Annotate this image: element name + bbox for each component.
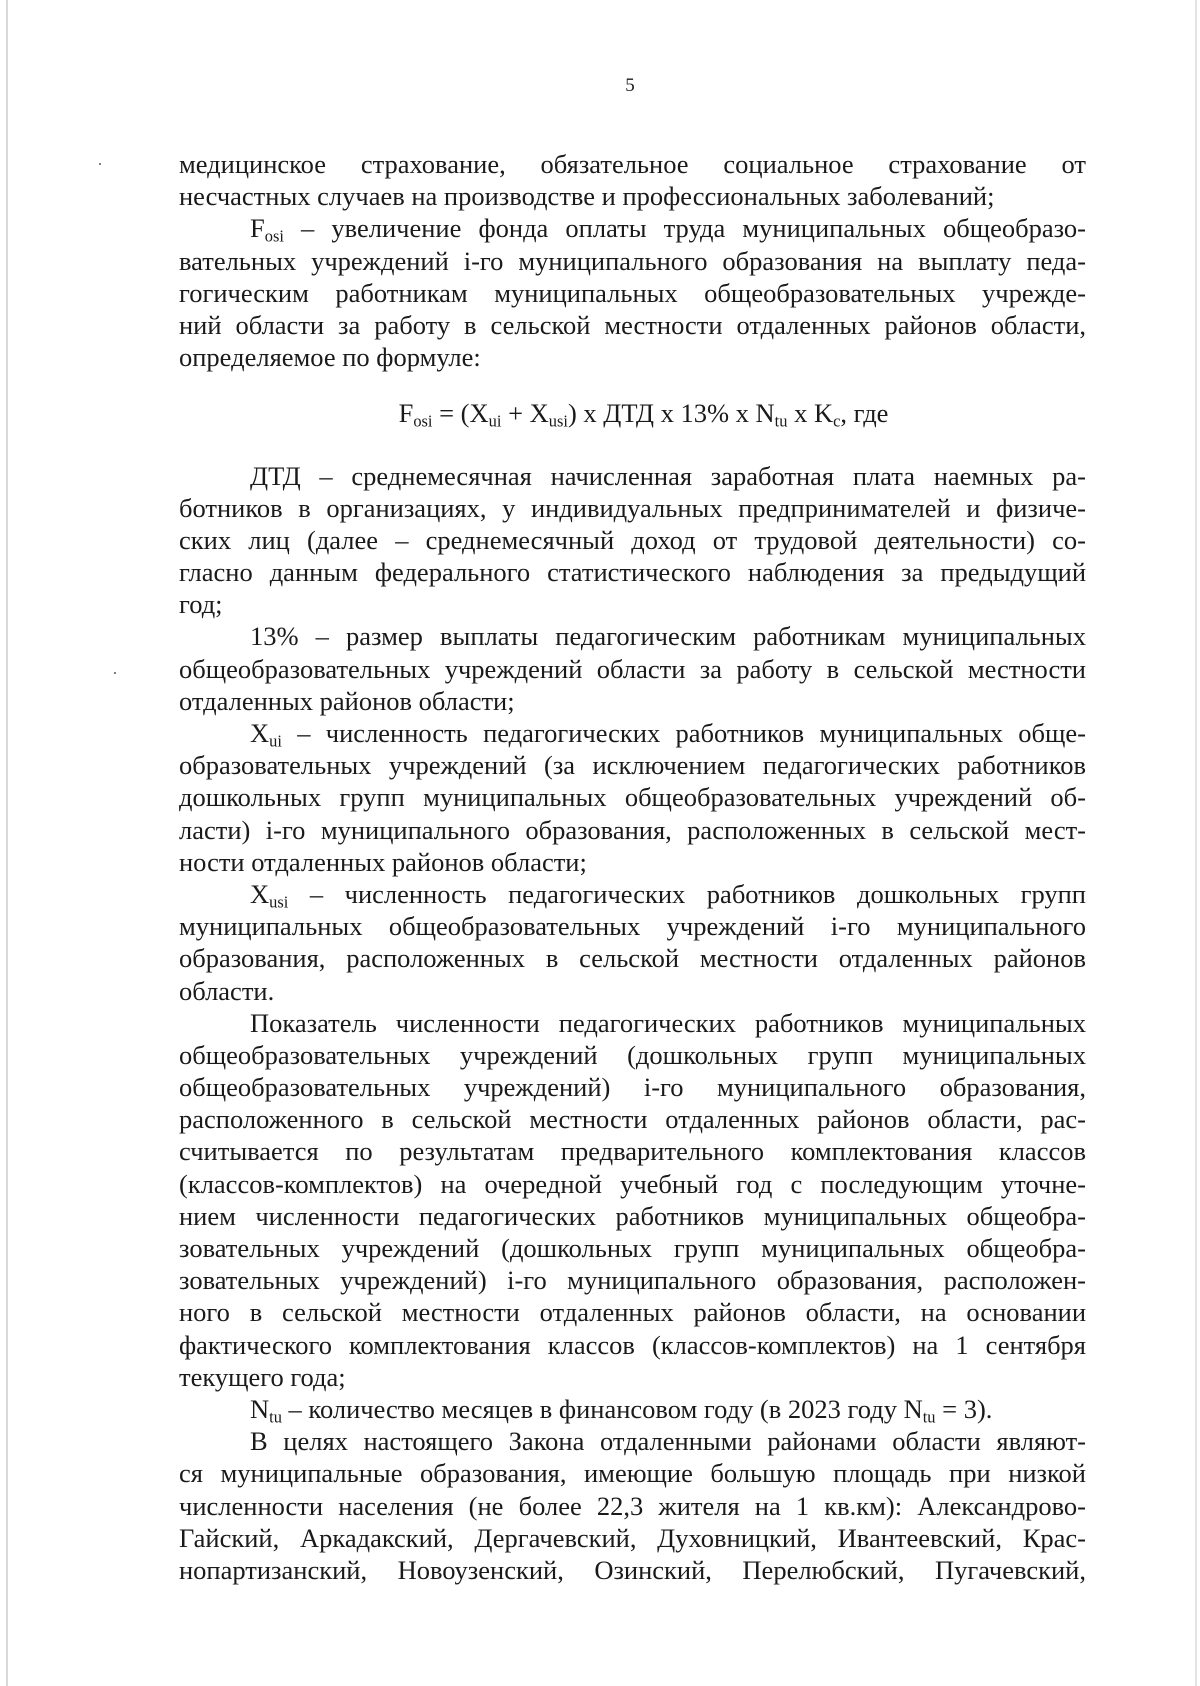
scan-edge-right	[1195, 0, 1197, 1686]
page-number: 5	[625, 75, 635, 96]
text-line	[179, 148, 1086, 180]
paragraph-group-1	[179, 148, 1086, 373]
text-line	[179, 1361, 1086, 1393]
text-run: x K	[787, 398, 834, 429]
text-line	[179, 1329, 1086, 1361]
text-line	[179, 814, 1086, 846]
text-run: области.	[179, 975, 275, 1006]
text-run: несчастных случаев на производстве и профессиональных заболеваний;	[179, 181, 995, 212]
text-run: текущего года;	[179, 1361, 346, 1392]
text-run: Гайский, Аркадакский, Дергачевский, Духовницкий, Ивантеевский, Крас-	[179, 1522, 1086, 1553]
text-run: = 3).	[935, 1393, 993, 1424]
text-run: F	[250, 213, 265, 244]
text-line	[179, 1264, 1086, 1296]
subscript: ui	[269, 731, 282, 751]
subscript: usi	[269, 892, 289, 912]
text-line	[179, 1200, 1086, 1232]
text-line	[179, 1490, 1086, 1522]
text-line	[179, 1425, 1086, 1457]
text-line	[179, 1103, 1086, 1135]
text-run: общеобразовательных учреждений) i-го муниципального образования,	[179, 1072, 1086, 1103]
text-run: общеобразовательных учреждений (дошкольных групп муниципальных	[179, 1039, 1086, 1070]
text-line	[179, 245, 1086, 277]
text-run: – численность педагогических работников муниципальных обще-	[281, 718, 1086, 748]
text-run: нопартизанский, Новоузенский, Озинский, Перелюбский, Пугачевский,	[179, 1554, 1086, 1585]
text-run: ДТД – среднемесячная начисленная заработная плата наемных ра-	[250, 460, 1086, 491]
text-run: считывается по результатам предварительного комплектования классов	[179, 1136, 1086, 1167]
text-line	[179, 277, 1086, 309]
text-run: образования, расположенных в сельской местности отдаленных районов	[179, 943, 1086, 974]
paragraph-group-2	[179, 460, 1086, 1587]
text-line	[179, 910, 1086, 942]
subscript: osi	[264, 226, 284, 246]
text-line	[179, 749, 1086, 781]
text-run: ний области за работу в сельской местности отдаленных районов области,	[179, 309, 1086, 340]
text-run: ласти) i-го муниципального образования, расположенных в сельской мест-	[179, 814, 1086, 845]
text-line	[179, 685, 1086, 717]
subscript: tu	[774, 411, 788, 431]
text-run: отдаленных районов области;	[179, 685, 515, 716]
text-line	[179, 588, 1086, 620]
text-run: образовательных учреждений (за исключением педагогических работников	[179, 750, 1086, 781]
formula	[179, 397, 1086, 429]
text-line	[179, 556, 1086, 588]
text-run: = (X	[432, 398, 489, 429]
text-run: общеобразовательных учреждений области за работу в сельской местности	[179, 653, 1086, 684]
text-run: X	[250, 878, 270, 909]
text-run: муниципальных общеобразовательных учреждений i-го муниципального	[179, 911, 1086, 942]
scan-edge-left	[6, 0, 8, 1686]
text-run: (классов-комплектов) на очередной учебный год с последующим уточне-	[179, 1168, 1086, 1199]
text-line	[179, 1296, 1086, 1328]
text-line	[179, 1071, 1086, 1103]
text-run: X	[250, 718, 270, 748]
text-run: N	[250, 1393, 270, 1424]
text-line	[179, 1457, 1086, 1489]
text-line	[179, 212, 1086, 244]
body-text	[179, 148, 1086, 1586]
text-run: численности населения (не более 22,3 жителя на 1 кв.км): Александрово-	[179, 1490, 1086, 1521]
subscript: usi	[548, 411, 568, 431]
text-run: вательных учреждений i-го муниципального образования на выплату педа-	[179, 245, 1086, 276]
text-line	[179, 460, 1086, 492]
text-run: Показатель численности педагогических работников муниципальных	[250, 1007, 1086, 1038]
text-line	[179, 1522, 1086, 1554]
text-run: определяемое по формуле:	[179, 342, 481, 373]
subscript: osi	[413, 411, 433, 431]
text-run: + X	[501, 398, 549, 429]
text-run: F	[398, 398, 414, 429]
text-line	[179, 620, 1086, 652]
text-run: 13% – размер выплаты педагогическим работникам муниципальных	[250, 621, 1086, 652]
text-run: год;	[179, 589, 223, 620]
text-run: зовательных учреждений) i-го муниципального образования, расположен-	[179, 1265, 1086, 1296]
text-line	[179, 180, 1086, 212]
text-run: ботников в организациях, у индивидуальных предпринимателей и физиче-	[179, 492, 1086, 523]
text-run: – увеличение фонда оплаты труда муниципальных общеобразо-	[283, 213, 1086, 244]
text-line	[179, 653, 1086, 685]
text-run: зовательных учреждений (дошкольных групп муниципальных общеобра-	[179, 1233, 1086, 1263]
text-line	[179, 524, 1086, 556]
scan-speck	[114, 672, 116, 674]
subscript: tu	[269, 1407, 282, 1427]
text-line	[179, 341, 1086, 373]
text-line	[179, 1393, 1086, 1425]
text-run: гогическим работникам муниципальных общеобразовательных учрежде-	[179, 277, 1086, 308]
text-run: ских лиц (далее – среднемесячный доход от трудовой деятельности) со-	[179, 524, 1086, 555]
text-run: – количество месяцев в финансовом году (в 2023 году N	[281, 1393, 923, 1424]
text-line	[179, 1007, 1086, 1039]
subscript: c	[833, 411, 841, 431]
text-line	[179, 942, 1086, 974]
text-line	[179, 717, 1086, 749]
text-line	[179, 975, 1086, 1007]
subscript: ui	[488, 411, 502, 431]
text-line	[179, 1135, 1086, 1167]
text-run: ности отдаленных районов области;	[179, 846, 587, 877]
text-line	[179, 878, 1086, 910]
text-run: гласно данным федерального статистического наблюдения за предыдущий	[179, 557, 1086, 588]
text-run: фактического комплектования классов (классов-комплектов) на 1 сентября	[179, 1329, 1086, 1360]
text-run: дошкольных групп муниципальных общеобразовательных учреждений об-	[179, 782, 1086, 813]
text-line	[179, 309, 1086, 341]
text-run: ного в сельской местности отдаленных районов области, на основании	[179, 1297, 1086, 1328]
subscript: tu	[922, 1407, 936, 1427]
text-line	[179, 492, 1086, 524]
text-run: – численность педагогических работников дошкольных групп	[288, 878, 1086, 909]
text-run: нием численности педагогических работников муниципальных общеобра-	[179, 1200, 1086, 1231]
scan-speck	[99, 163, 101, 165]
text-line	[179, 1168, 1086, 1200]
text-run: ся муниципальные образования, имеющие большую площадь при низкой	[179, 1458, 1086, 1489]
text-run: медицинское страхование, обязательное социальное страхование от	[179, 149, 1086, 179]
text-line	[179, 781, 1086, 813]
text-run: В целях настоящего Закона отдаленными районами области являют-	[250, 1426, 1086, 1457]
text-line	[179, 1554, 1086, 1586]
text-run: , где	[840, 398, 889, 429]
text-run: расположенного в сельской местности отдаленных районов области, рас-	[179, 1104, 1086, 1135]
text-line	[179, 1039, 1086, 1071]
text-run: ) x ДТД x 13% x N	[567, 398, 775, 429]
text-line	[179, 1232, 1086, 1264]
text-line	[179, 846, 1086, 878]
